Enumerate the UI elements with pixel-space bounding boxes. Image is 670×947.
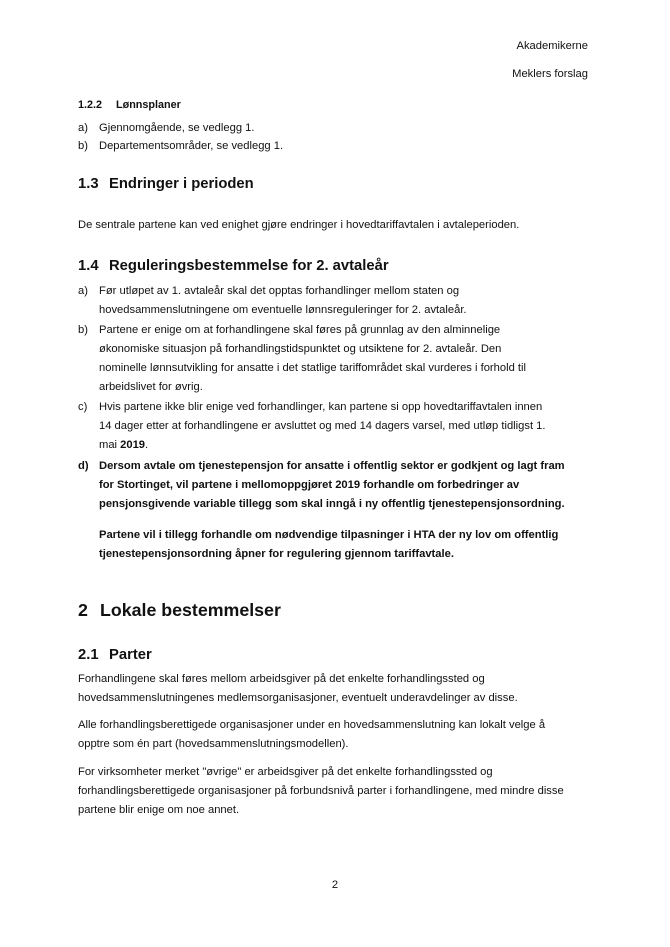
paragraph: [78, 716, 590, 754]
section-number: 2.1: [78, 647, 99, 663]
section-title: Endringer i perioden: [109, 176, 254, 192]
list-line: tjenestepensjonsordning åpner for regulering gjennom tariffavtale.: [99, 548, 454, 560]
list-label: b): [78, 324, 88, 336]
list-line: hovedsammenslutningene om eventuelle lønnsreguleringer for 2. avtaleår.: [99, 304, 467, 316]
list-label: d): [78, 460, 89, 472]
list-line: Partene er enige om at forhandlingene skal føres på grunnlag av den alminnelige: [99, 324, 501, 336]
header-organization: Akademikerne: [516, 40, 588, 52]
paragraph-line: hovedsammenslutningenes medlemsorganisasjoner, eventuelt underavdelinger av disse.: [78, 692, 518, 704]
list-item-a: [78, 282, 578, 320]
list-line: Hvis partene ikke blir enige ved forhandlinger, kan partene si opp hovedtariffavtalen innen: [99, 401, 543, 413]
list-item-d-continuation: [78, 526, 578, 564]
section-2-1-heading: [78, 647, 152, 663]
section-number: 1.2.2: [78, 99, 103, 111]
list-label: c): [78, 401, 88, 413]
paragraph-line: Forhandlingene skal føres mellom arbeidsgiver på det enkelte forhandlingssted og: [78, 673, 485, 685]
list-line: 14 dager etter at forhandlingene er avsluttet og med 14 dagers varsel, med utløp tidligst 1.: [99, 420, 546, 432]
list-line: [99, 436, 578, 455]
text-run: mai: [99, 439, 121, 451]
section-number: 2: [78, 600, 88, 620]
section-number: 1.3: [78, 176, 99, 192]
list-text: Departementsområder, se vedlegg 1.: [99, 140, 284, 152]
list-item-c: [78, 398, 578, 455]
paragraph-line: opptre som én part (hovedsammenslutningsmodellen).: [78, 738, 349, 750]
page-number: 2: [331, 879, 339, 891]
list-line: Før utløpet av 1. avtaleår skal det opptas forhandlinger mellom staten og: [99, 285, 460, 297]
section-1-2-2-heading: [78, 99, 181, 111]
list-text: Gjennomgående, se vedlegg 1.: [99, 122, 255, 134]
paragraph-line: partene blir enige om noe annet.: [78, 804, 240, 816]
text-run: .: [145, 439, 149, 451]
bold-year: 2019: [120, 439, 146, 451]
paragraph-line: Alle forhandlingsberettigede organisasjoner under en hovedsammenslutning kan lokalt velge å: [78, 719, 546, 731]
paragraph-line: For virksomheter merket "øvrige" er arbeidsgiver på det enkelte forhandlingssted og: [78, 766, 493, 778]
section-1-4-heading: [78, 258, 389, 274]
paragraph: [78, 670, 590, 708]
list-label: a): [78, 122, 88, 134]
list-label: b): [78, 140, 88, 152]
list-line: for Stortinget, vil partene i mellomoppgjøret 2019 forhandle om forbedringer av: [99, 479, 520, 491]
list-line: pensjonsgivende variable tillegg som skal inngå i ny offentlig tjenestepensjonsordning.: [99, 498, 565, 510]
section-title: Parter: [109, 647, 152, 663]
list-line: Dersom avtale om tjenestepensjon for ansatte i offentlig sektor er godkjent og lagt fram: [99, 460, 565, 472]
chapter-2-heading: [78, 600, 281, 621]
list-item: [78, 119, 578, 138]
paragraph: [78, 763, 590, 820]
section-number: 1.4: [78, 258, 99, 274]
list-line: Partene vil i tillegg forhandle om nødvendige tilpasninger i HTA der ny lov om offentlig: [99, 529, 559, 541]
section-title: Reguleringsbestemmelse for 2. avtaleår: [109, 258, 389, 274]
list-line: nominelle lønnsutvikling for ansatte i det statlige tariffområdet skal vurderes i forhold til: [99, 362, 526, 374]
paragraph: De sentrale partene kan ved enighet gjøre endringer i hovedtariffavtalen i avtaleperioden.: [78, 219, 520, 231]
section-1-3-heading: [78, 176, 254, 192]
list-line: arbeidslivet for øvrig.: [99, 381, 203, 393]
list-line: økonomiske situasjon på forhandlingstidspunktet og utsiktene for 2. avtaleår. Den: [99, 343, 502, 355]
section-title: Lønnsplaner: [116, 99, 181, 111]
list-item-b: [78, 321, 578, 397]
list-item: [78, 137, 578, 156]
list-label: a): [78, 285, 88, 297]
paragraph-line: forhandlingsberettigede organisasjoner på forbundsnivå parter i forhandlingene, med mindre disse: [78, 785, 564, 797]
section-title: Lokale bestemmelser: [100, 600, 281, 620]
list-item-d: [78, 457, 578, 514]
header-subtitle: Meklers forslag: [512, 68, 588, 80]
